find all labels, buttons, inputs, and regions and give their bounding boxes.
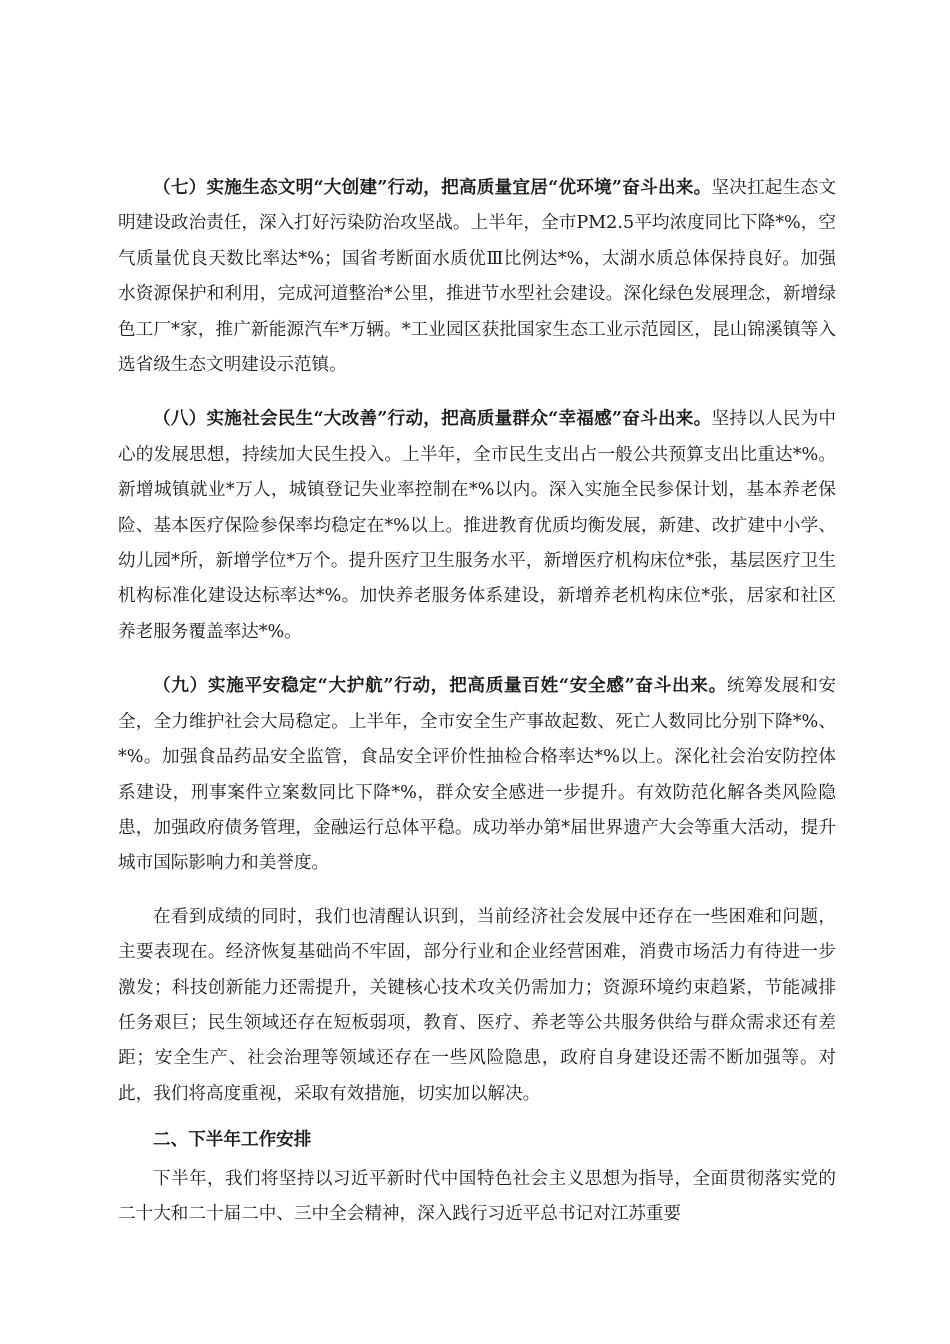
document-body <box>118 170 836 1250</box>
section-two-heading: 二、下半年工作安排 <box>153 1129 312 1151</box>
section-nine-lead: （九）实施平安稳定“大护航”行动，把高质量百姓“安全感”奋斗出来。 <box>153 675 727 697</box>
section-seven-lead: （七）实施生态文明“大创建”行动，把高质量宜居“优环境”奋斗出来。 <box>153 177 712 198</box>
section-eight-paragraph <box>118 401 836 650</box>
section-two-intro: 下半年，我们将坚持以习近平新时代中国特色社会主义思想为指导，全面贯彻落实党的二十大和二十届二中、三中全会精神，深入践行习近平总书记对江苏重要 <box>118 1168 836 1224</box>
section-seven-body: 坚决扛起生态文明建设政治责任，深入打好污染防治攻坚战。上半年，全市PM2.5平均浓度同比下降*%，空气质量优良天数比率达*%；国省考断面水质优Ⅲ比例达*%，太湖水质总体保持良好。加强水资源保护和利用，完成河道整治*公里，推进节水型社会建设。深化绿色发展理念，新增绿色工厂*家，推广新能源汽车*万辆。*工业园区获批国家生态工业示范园区，昆山锦溪镇等入选省级生态文明建设示范镇。 <box>118 178 836 376</box>
section-eight-body: 坚持以人民为中心的发展思想，持续加大民生投入。上半年，全市民生支出占一般公共预算支出比重达*%。新增城镇就业*万人，城镇登记失业率控制在*%以内。深入实施全民参保计划，基本养老保险、基本医疗保险参保率均稳定在*%以上。推进教育优质均衡发展，新建、改扩建中小学、幼儿园*所，新增学位*万个。提升医疗卫生服务水平，新增医疗机构床位*张，基层医疗卫生机构标准化建设达标率达*%。加快养老服务体系建设，新增养老机构床位*张，居家和社区养老服务覆盖率达*%。 <box>118 409 836 642</box>
section-nine-body: 统筹发展和安全，全力维护社会大局稳定。上半年，全市安全生产事故起数、死亡人数同比分别下降*%、*%。加强食品药品安全监管，食品安全评价性抽检合格率达*%以上。深化社会治安防控体系建设，刑事案件立案数同比下降*%，群众安全感进一步提升。有效防范化解各类风险隐患，加强政府债务管理，金融运行总体平稳。成功举办第*届世界遗产大会等重大活动，提升城市国际影响力和美誉度。 <box>118 676 836 874</box>
section-eight-lead: （八）实施社会民生“大改善”行动，把高质量群众“幸福感”奋斗出来。 <box>153 408 712 430</box>
problems-paragraph: 在看到成绩的同时，我们也清醒认识到，当前经济社会发展中还存在一些困难和问题，主要表现在。经济恢复基础尚不牢固，部分行业和企业经营困难，消费市场活力有待进一步激发；科技创新能力还需提升，关键核心技术攻关仍需加力；资源环境约束趋紧，节能减排任务艰巨；民生领域还存在短板弱项，教育、医疗、养老等公共服务供给与群众需求还有差距；安全生产、社会治理等领域还存在一些风险隐患，政府自身建设还需不断加强等。对此，我们将高度重视，采取有效措施，切实加以解决。 <box>118 906 836 1104</box>
section-nine-paragraph <box>118 668 836 881</box>
section-seven-paragraph <box>118 170 836 383</box>
